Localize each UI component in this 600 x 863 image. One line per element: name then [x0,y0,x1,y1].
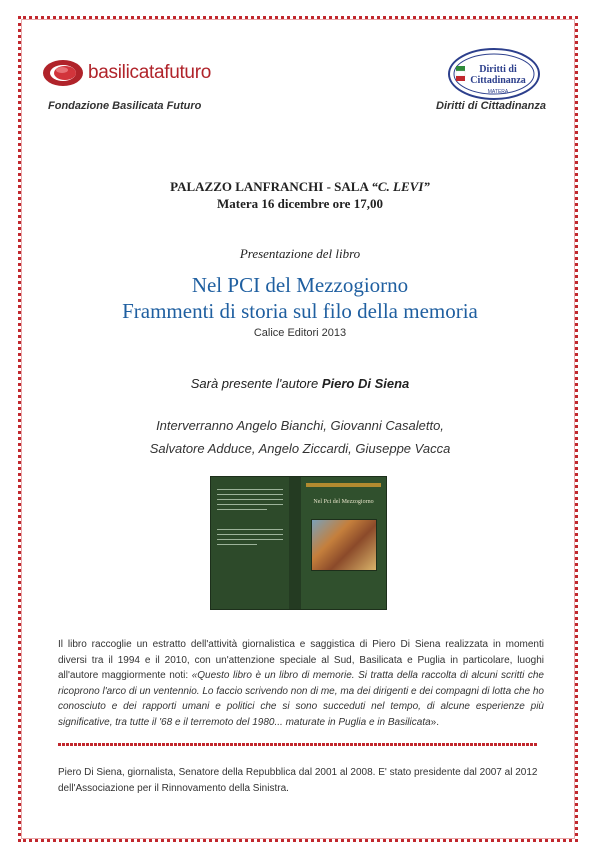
author-presence [0,376,600,391]
venue-line [0,178,600,195]
author-prefix: Sarà presente l'autore [190,376,322,391]
description-intro: Il libro raccoglie un estratto dell'attività giornalistica e saggistica di Piero Di Siena realizzata in momenti diversi tra il 1994 e il 2010, con un'attenzione speciale al Sud, Basilicata e Puglia in particolare, luoghi all'autore maggiormente noti: [58,639,544,682]
event-venue-block [0,178,600,212]
book-cover-image [210,476,387,610]
presentation-label: Presentazione del libro [239,246,361,261]
basilicata-futuro-brand-text: basilicatafuturo [88,62,211,83]
description-closing: ». [430,716,439,728]
event-date-time: Matera 16 dicembre ore 17,00 [217,196,383,211]
venue-prefix: PALAZZO LANFRANCHI - SALA [170,179,372,194]
book-description [58,637,544,731]
book-title [0,272,600,324]
speakers-line2: Salvatore Adduce, Angelo Ziccardi, Giuseppe Vacca [149,441,451,456]
book-cover-title: Nel Pci del Mezzogiorno [313,499,374,505]
book-cover-spine [289,477,301,609]
section-divider [58,743,538,746]
right-logo-subtext: MATERA [487,89,509,95]
publisher: Calice Editori 2013 [253,327,347,339]
diritti-cittadinanza-logo [448,48,540,100]
venue-hall-name: “C. LEVI” [371,179,430,194]
author-bio: Piero Di Siena, giornalista, Senatore della Repubblica dal 2001 al 2008. E' stato presidente dal 2007 al 2012 dell'Associazione per il Rinnovamento della Sinistra. [58,767,538,794]
book-cover-front [301,477,386,609]
right-logo-word-diritti: Diritti di [479,64,517,75]
speakers [0,414,600,460]
book-cover-back [211,477,289,609]
book-title-line2: Frammenti di storia sul filo della memoria [122,299,478,323]
basilicata-futuro-mark-icon [42,58,84,88]
book-title-line1: Nel PCI del Mezzogiorno [191,273,409,297]
description-quote: «Questo libro è un libro di memorie. Si tratta della raccolta di alcuni scritti che ricoprono l'arco di un ventennio. Lo faccio scrivendo non di me, ma dei dirigenti e dei compagni di lotta che ho conosciuto e dei rapporti umani e politici che si sono succeduti nel tempo, di alcune esperienze più significative, tra tutte il '68 e il terremoto del 1980... maturate in Puglia e in Basilicata [58,670,544,728]
right-logo-caption: Diritti di Cittadinanza [436,100,546,112]
right-logo-word-cittadinanza: Cittadinanza [470,75,526,86]
basilicata-futuro-logo [42,58,211,88]
author-name: Piero Di Siena [321,376,410,391]
book-cover-painting [311,519,377,571]
speakers-line1: Interverranno Angelo Bianchi, Giovanni Casaletto, [156,418,444,433]
left-logo-caption: Fondazione Basilicata Futuro [48,100,202,112]
